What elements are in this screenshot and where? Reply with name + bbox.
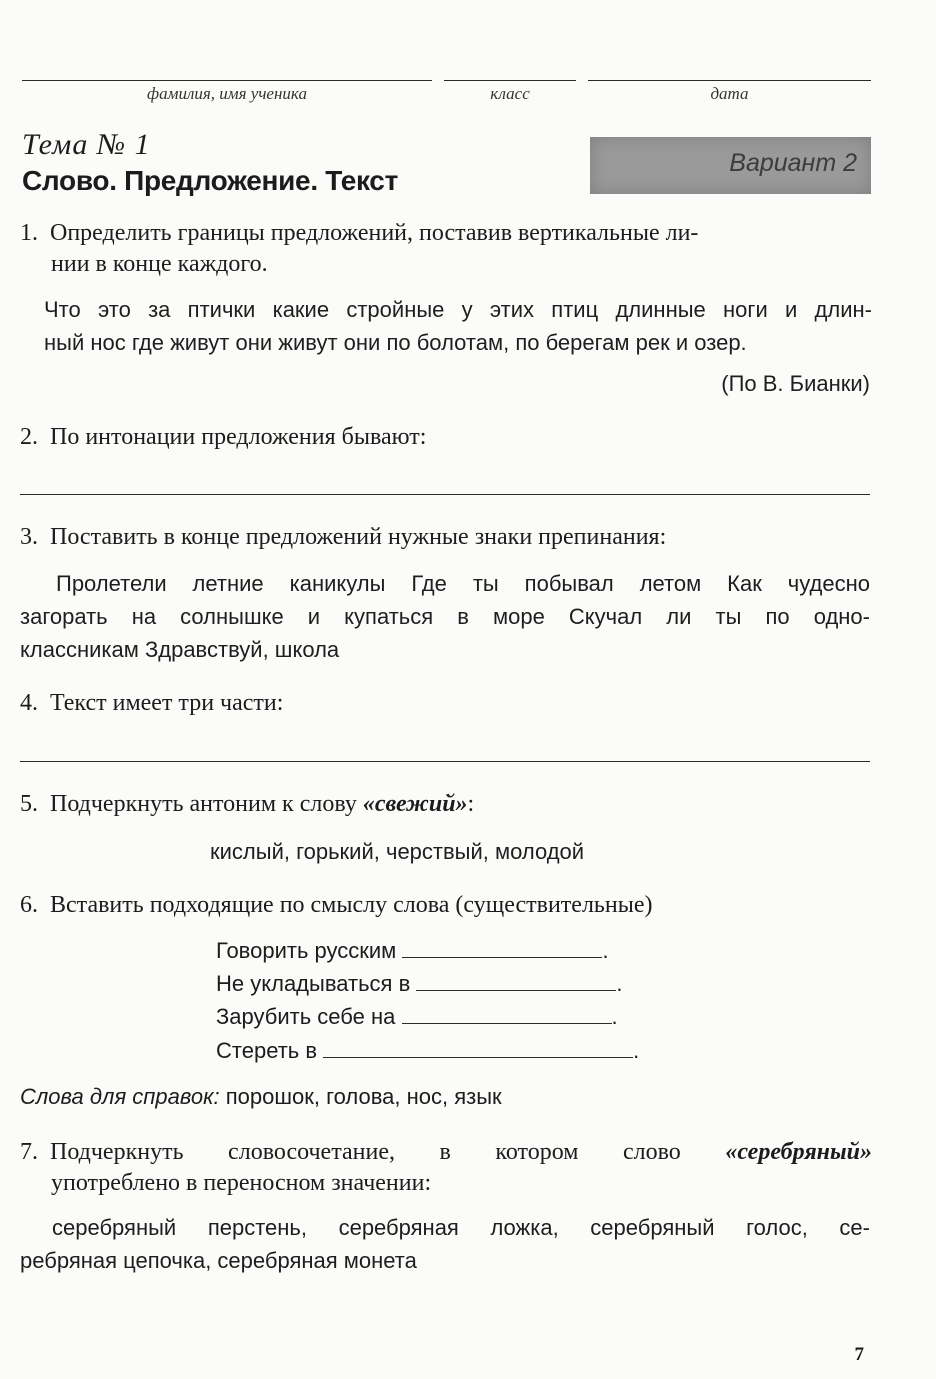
task-7-text: Подчеркнуть словосочетание, в котором слово <box>50 1139 726 1165</box>
task-6-row-4 <box>216 1034 639 1067</box>
task-6-text: Вставить подходящие по смыслу слова (существительные) <box>50 892 653 918</box>
date-line <box>588 80 871 81</box>
task-6-hint <box>20 1080 502 1113</box>
task-4 <box>20 688 872 719</box>
task-2-answer-line[interactable] <box>20 494 870 495</box>
task-6-hint-words: порошок, голова, нос, язык <box>225 1084 502 1109</box>
task-2-number: 2. <box>20 424 38 450</box>
variant-label: Вариант 2 <box>729 149 857 177</box>
task-6-number: 6. <box>20 892 38 918</box>
task-1-line2: нии в конце каждого. <box>51 251 268 277</box>
task-6-blank-3[interactable] <box>402 1001 612 1024</box>
task-7-keyword: «серебряный» <box>725 1139 872 1165</box>
task-6-period-4: . <box>633 1038 640 1063</box>
task-2-text: По интонации предложения бывают: <box>50 424 427 450</box>
task-5-options[interactable]: кислый, горький, черствый, молодой <box>210 839 585 864</box>
task-5-colon: : <box>467 791 475 817</box>
task-7-options-line2: ребряная цепочка, серебряная монета <box>20 1248 417 1273</box>
task-5-number: 5. <box>20 791 38 817</box>
page-number: 7 <box>854 1344 864 1365</box>
task-3-text-line2: загорать на солнышке и купаться в море Скучал ли ты по одно- <box>20 604 870 629</box>
task-7-line2: употреблено в переносном значении: <box>51 1170 432 1196</box>
task-6-hint-label: Слова для справок: <box>20 1084 220 1109</box>
date-caption: дата <box>710 84 749 103</box>
task-1-line1: Определить границы предложений, поставив вертикальные ли- <box>50 220 699 246</box>
task-1-text <box>44 293 872 359</box>
task-3-text-line3: классникам Здравствуй, школа <box>20 637 340 662</box>
task-1-source: (По В. Бианки) <box>721 371 870 396</box>
task-6-blank-2[interactable] <box>416 968 616 991</box>
task-6-row-4-text: Стереть в <box>216 1038 318 1063</box>
task-2 <box>20 422 872 453</box>
task-6-period-3: . <box>611 1004 618 1029</box>
task-1-text-line2: ный нос где живут они живут они по болотам, по берегам рек и озер. <box>44 330 747 355</box>
task-7-number: 7. <box>20 1139 38 1165</box>
task-6 <box>20 890 872 921</box>
task-6-row-2-text: Не укладываться в <box>216 971 411 996</box>
task-3-text: Поставить в конце предложений нужные знаки препинания: <box>50 524 667 550</box>
task-1-number: 1. <box>20 220 38 246</box>
task-6-blank-1[interactable] <box>402 935 602 958</box>
task-6-period-2: . <box>616 971 623 996</box>
task-3-number: 3. <box>20 524 38 550</box>
task-3 <box>20 522 872 553</box>
student-name-caption: фамилия, имя ученика <box>147 84 307 103</box>
task-7-options-line1: серебряный перстень, серебряная ложка, серебряный голос, се- <box>52 1215 870 1240</box>
student-name-line <box>22 80 432 81</box>
task-6-row-2 <box>216 967 623 1000</box>
class-line <box>444 80 576 81</box>
variant-badge <box>590 137 871 194</box>
task-7-options[interactable] <box>20 1211 870 1277</box>
task-6-row-1-text: Говорить русским <box>216 938 397 963</box>
task-5 <box>20 789 872 820</box>
task-6-blank-4[interactable] <box>323 1035 633 1058</box>
topic-title: Слово. Предложение. Текст <box>22 165 398 196</box>
task-5-keyword: «свежий» <box>362 791 468 817</box>
task-6-row-3 <box>216 1000 618 1033</box>
task-4-text: Текст имеет три части: <box>50 690 284 716</box>
task-6-period-1: . <box>602 938 609 963</box>
class-caption: класс <box>490 84 530 103</box>
task-6-row-1 <box>216 934 609 967</box>
task-1-text-line1: Что это за птички какие стройные у этих птиц длинные ноги и длин- <box>44 297 872 322</box>
task-5-text: Подчеркнуть антоним к слову <box>50 791 363 817</box>
task-3-text-line1: Пролетели летние каникулы Где ты побывал летом Как чудесно <box>56 571 870 596</box>
task-3-text-block <box>20 567 870 666</box>
topic-number: Тема № 1 <box>22 128 151 161</box>
task-4-answer-line[interactable] <box>20 761 870 762</box>
task-1 <box>20 218 872 280</box>
task-4-number: 4. <box>20 690 38 716</box>
task-7 <box>20 1137 872 1199</box>
task-6-row-3-text: Зарубить себе на <box>216 1004 396 1029</box>
